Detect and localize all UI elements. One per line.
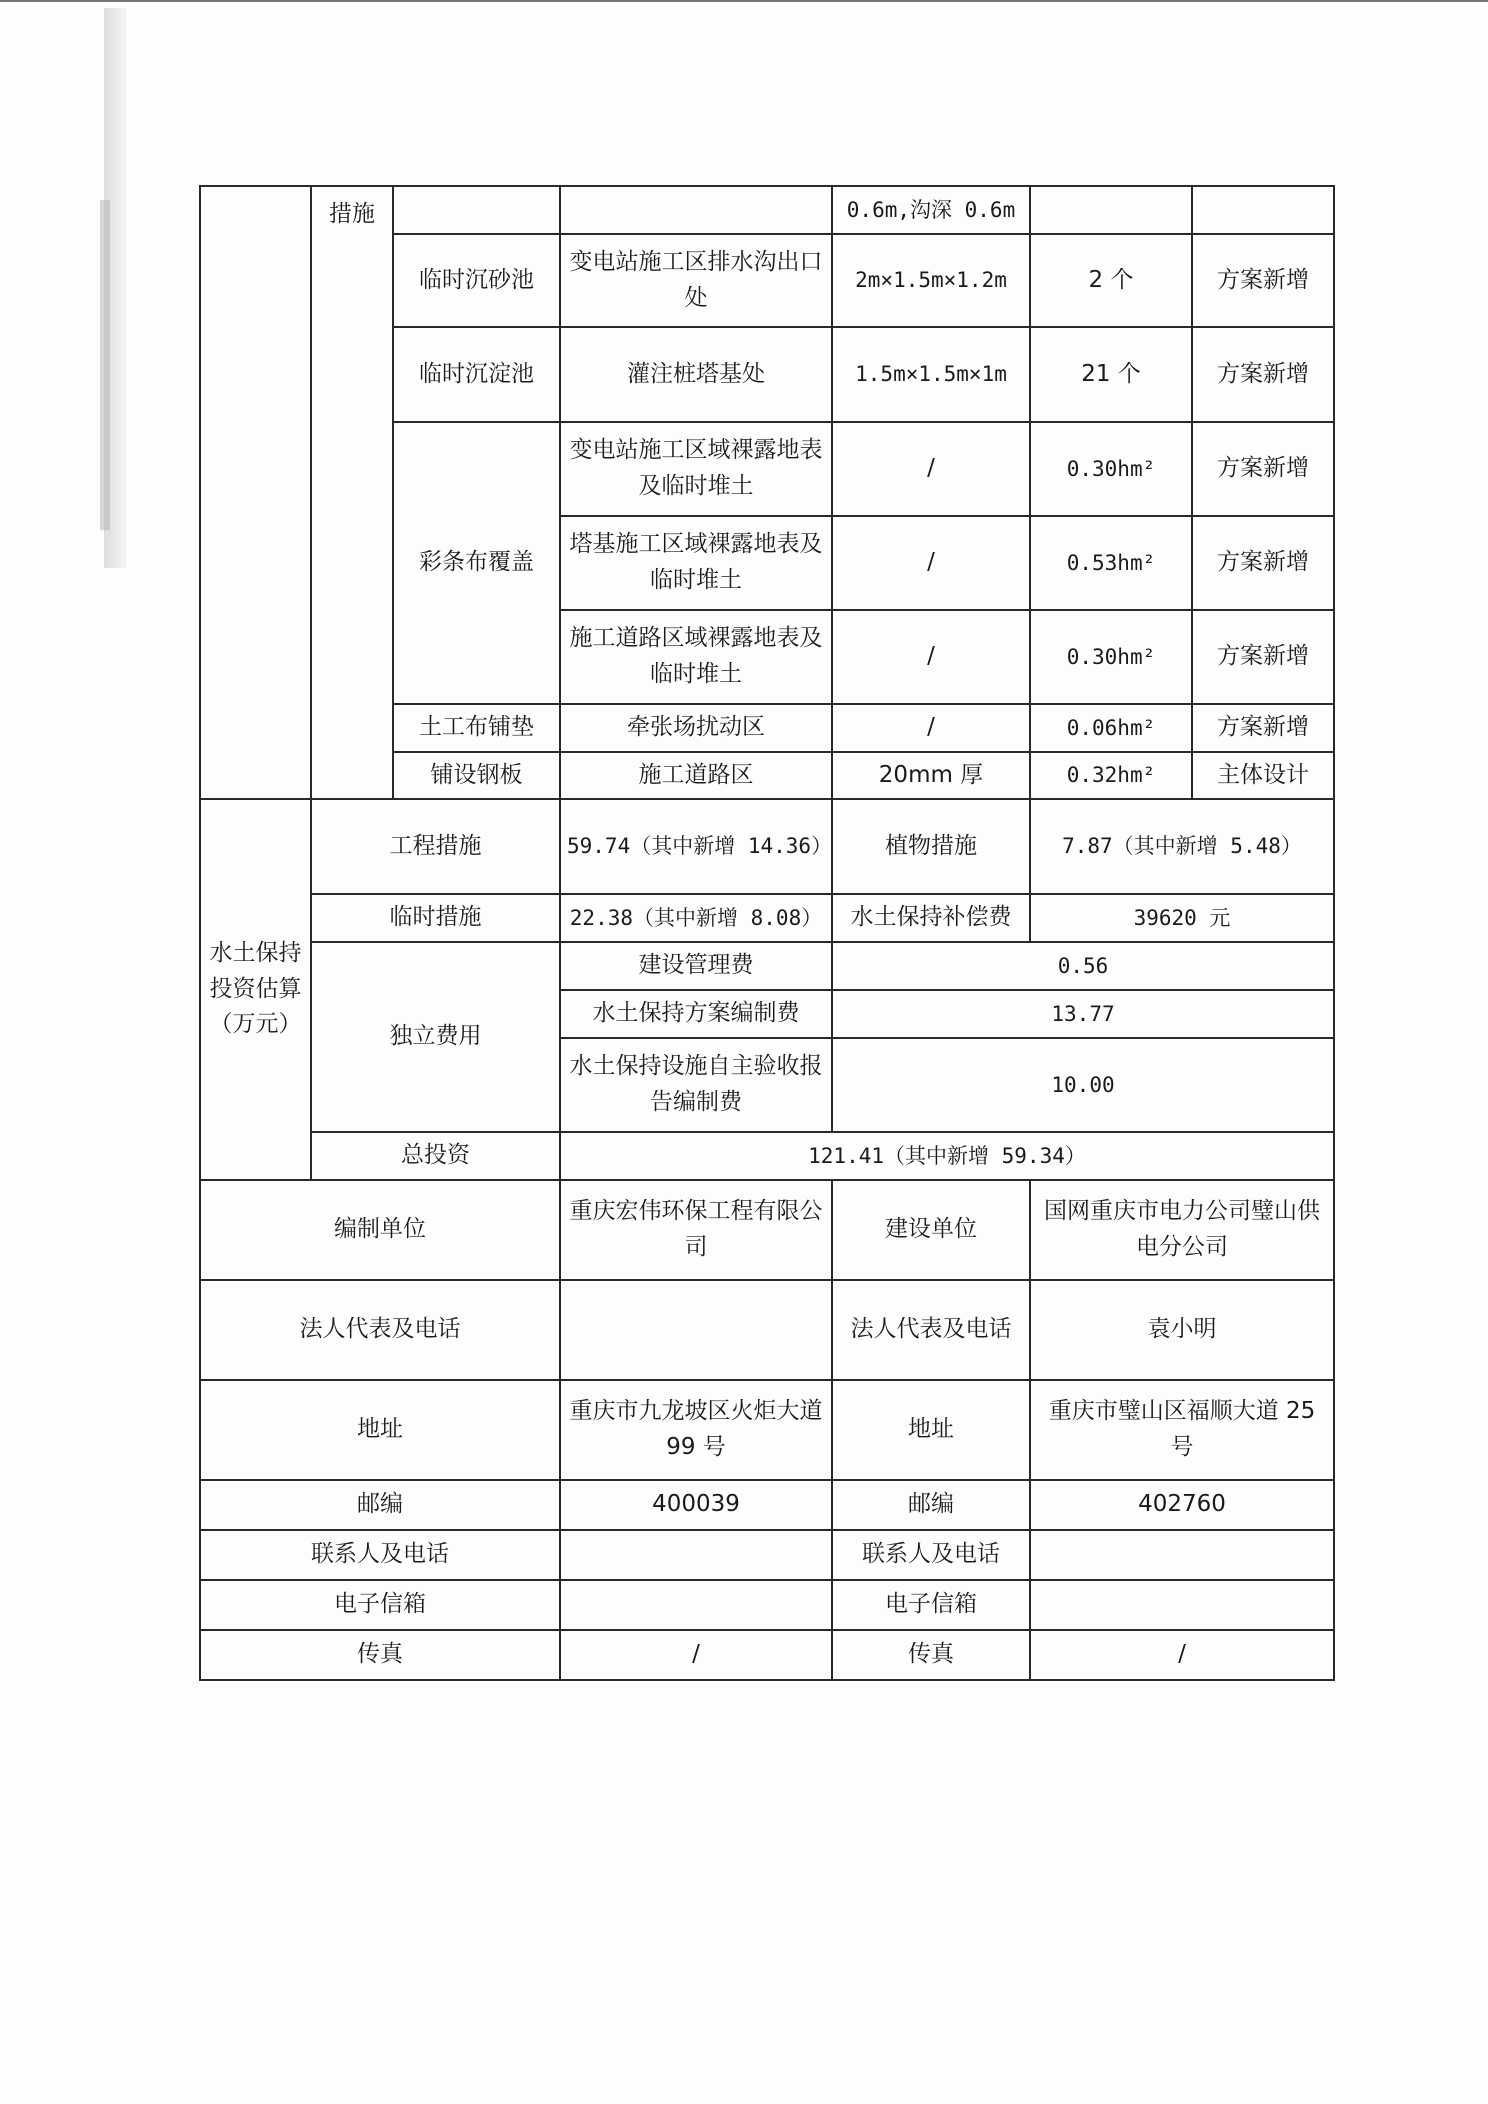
scan-shadow-inner (100, 200, 110, 530)
location-tarp-cover-3: 施工道路区域裸露地表及临时堆土 (560, 610, 832, 704)
measure-sand-pit: 临时沉砂池 (393, 234, 560, 327)
qty-tarp-cover-2: 0.53hm² (1030, 516, 1192, 610)
page-top-edge (0, 0, 1488, 2)
legal-rep-builder-value: 袁小明 (1030, 1280, 1334, 1380)
source-tarp-cover-1: 方案新增 (1192, 422, 1334, 516)
qty-sand-pit: 2 个 (1030, 234, 1192, 327)
source-tarp-cover-2: 方案新增 (1192, 516, 1334, 610)
builder-unit-label: 建设单位 (832, 1180, 1030, 1280)
blank-left-cell (200, 186, 311, 799)
compensation-fee-value: 39620 元 (1030, 894, 1334, 942)
address-label: 地址 (200, 1380, 560, 1480)
postcode-builder-label: 邮编 (832, 1480, 1030, 1530)
source-tarp-cover-3: 方案新增 (1192, 610, 1334, 704)
measure-steel-plate: 铺设钢板 (393, 752, 560, 799)
independent-item-label: 水土保持方案编制费 (560, 990, 832, 1038)
contact-builder-value (1030, 1530, 1334, 1580)
soil-conservation-form-table (199, 185, 1335, 1681)
measure-geotextile: 土工布铺垫 (393, 704, 560, 752)
independent-costs-label: 独立费用 (311, 942, 560, 1132)
engineering-measures-label: 工程措施 (311, 799, 560, 894)
qty-steel-plate: 0.32hm² (1030, 752, 1192, 799)
independent-item-value: 0.56 (832, 942, 1334, 990)
measure-tarp-cover: 彩条布覆盖 (393, 422, 560, 704)
total-investment-label: 总投资 (311, 1132, 560, 1180)
contact-compiler-value (560, 1530, 832, 1580)
spec-cell: 0.6m,沟深 0.6m (832, 186, 1030, 234)
email-builder-label: 电子信箱 (832, 1580, 1030, 1630)
contact-builder-label: 联系人及电话 (832, 1530, 1030, 1580)
fax-compiler-value: / (560, 1630, 832, 1680)
source-cell (1192, 186, 1334, 234)
section-label: 措施 (311, 186, 393, 799)
email-label: 电子信箱 (200, 1580, 560, 1630)
qty-sediment-tank: 21 个 (1030, 327, 1192, 422)
address-builder-label: 地址 (832, 1380, 1030, 1480)
email-builder-value (1030, 1580, 1334, 1630)
independent-item-value: 13.77 (832, 990, 1334, 1038)
location-geotextile: 牵张场扰动区 (560, 704, 832, 752)
compiler-unit-label: 编制单位 (200, 1180, 560, 1280)
temporary-measures-value: 22.38（其中新增 8.08） (560, 894, 832, 942)
qty-geotextile: 0.06hm² (1030, 704, 1192, 752)
legal-rep-compiler-value (560, 1280, 832, 1380)
spec-tarp-cover-2: / (832, 516, 1030, 610)
source-geotextile: 方案新增 (1192, 704, 1334, 752)
postcode-label: 邮编 (200, 1480, 560, 1530)
email-compiler-value (560, 1580, 832, 1630)
investment-group-label: 水土保持投资估算（万元） (200, 799, 311, 1180)
qty-cell (1030, 186, 1192, 234)
contact-label: 联系人及电话 (200, 1530, 560, 1580)
fax-builder-label: 传真 (832, 1630, 1030, 1680)
engineering-measures-value: 59.74（其中新增 14.36） (560, 799, 832, 894)
plant-measures-label: 植物措施 (832, 799, 1030, 894)
legal-rep-builder-label: 法人代表及电话 (832, 1280, 1030, 1380)
measure-sediment-tank: 临时沉淀池 (393, 327, 560, 422)
address-compiler-value: 重庆市九龙坡区火炬大道 99 号 (560, 1380, 832, 1480)
address-builder-value: 重庆市璧山区福顺大道 25 号 (1030, 1380, 1334, 1480)
measure-cell (393, 186, 560, 234)
location-sediment-tank: 灌注桩塔基处 (560, 327, 832, 422)
location-tarp-cover-2: 塔基施工区域裸露地表及临时堆土 (560, 516, 832, 610)
spec-sand-pit: 2m×1.5m×1.2m (832, 234, 1030, 327)
source-steel-plate: 主体设计 (1192, 752, 1334, 799)
qty-tarp-cover-1: 0.30hm² (1030, 422, 1192, 516)
postcode-compiler-value: 400039 (560, 1480, 832, 1530)
spec-sediment-tank: 1.5m×1.5m×1m (832, 327, 1030, 422)
independent-item-label: 建设管理费 (560, 942, 832, 990)
spec-tarp-cover-1: / (832, 422, 1030, 516)
fax-label: 传真 (200, 1630, 560, 1680)
compensation-fee-label: 水土保持补偿费 (832, 894, 1030, 942)
source-sand-pit: 方案新增 (1192, 234, 1334, 327)
total-investment-value: 121.41（其中新增 59.34） (560, 1132, 1334, 1180)
spec-tarp-cover-3: / (832, 610, 1030, 704)
location-sand-pit: 变电站施工区排水沟出口处 (560, 234, 832, 327)
source-sediment-tank: 方案新增 (1192, 327, 1334, 422)
spec-geotextile: / (832, 704, 1030, 752)
location-tarp-cover-1: 变电站施工区域裸露地表及临时堆土 (560, 422, 832, 516)
location-steel-plate: 施工道路区 (560, 752, 832, 799)
spec-steel-plate: 20mm 厚 (832, 752, 1030, 799)
legal-rep-label: 法人代表及电话 (200, 1280, 560, 1380)
temporary-measures-label: 临时措施 (311, 894, 560, 942)
plant-measures-value: 7.87（其中新增 5.48） (1030, 799, 1334, 894)
independent-item-label: 水土保持设施自主验收报告编制费 (560, 1038, 832, 1132)
builder-unit-value: 国网重庆市电力公司璧山供电分公司 (1030, 1180, 1334, 1280)
fax-builder-value: / (1030, 1630, 1334, 1680)
location-cell (560, 186, 832, 234)
compiler-unit-value: 重庆宏伟环保工程有限公司 (560, 1180, 832, 1280)
qty-tarp-cover-3: 0.30hm² (1030, 610, 1192, 704)
independent-item-value: 10.00 (832, 1038, 1334, 1132)
postcode-builder-value: 402760 (1030, 1480, 1334, 1530)
